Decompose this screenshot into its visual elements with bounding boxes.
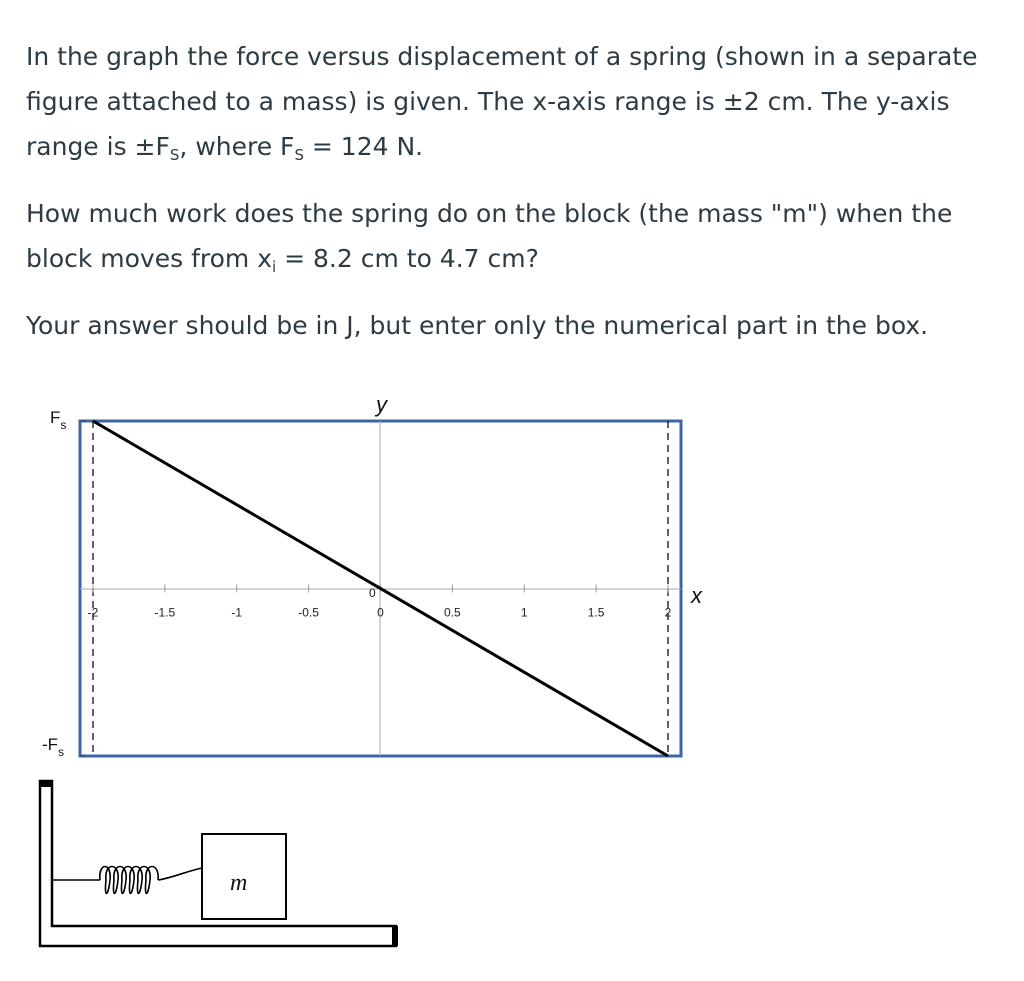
floor-end-cap [392, 926, 398, 946]
p1-text-a: In the graph the force versus displacement of a spring (shown in a separate figure attached to a mass) is given. The x-axis range is ±2 cm. The y-axis range is ±F [26, 42, 978, 161]
y-bottom-label-sub: s [58, 745, 65, 759]
p2-text-b: = 8.2 cm to 4.7 cm? [276, 244, 539, 273]
problem-paragraph-2 [26, 191, 1001, 281]
y-top-label [50, 408, 66, 432]
y-bottom-label-main: -F [42, 735, 59, 754]
y-top-label-sub: s [60, 418, 67, 432]
x-tick-label: -1 [231, 605, 243, 620]
problem-paragraph-1 [26, 34, 1001, 169]
x-tick-label: 1.5 [587, 605, 605, 620]
y-axis-label: y [376, 392, 387, 417]
spring-mass-diagram [40, 781, 398, 946]
y-bottom-label [42, 735, 64, 759]
mass-label: m [230, 870, 248, 896]
origin-label: 0 [369, 586, 376, 600]
x-tick-label: 0.5 [444, 605, 461, 620]
p1-text-c: = 124 N. [303, 132, 424, 161]
x-tick-label: 0 [377, 605, 384, 620]
y-top-label-main: F [50, 408, 61, 427]
wall-top-cap [40, 781, 52, 787]
problem-paragraph-3: Your answer should be in J, but enter only the numerical part in the box. [26, 311, 929, 340]
p1-sub-b: S [294, 146, 304, 164]
x-axis-label: x [691, 583, 702, 608]
x-tick-label: -2 [87, 605, 99, 620]
x-tick-label: -1.5 [154, 605, 176, 620]
p1-sub-a: S [169, 146, 180, 164]
p2-sub: i [272, 258, 277, 276]
spring-coil [52, 867, 202, 894]
x-tick-label: -0.5 [298, 605, 319, 620]
x-tick-label: 1 [520, 605, 528, 620]
p1-text-b: , where F [179, 132, 295, 161]
p2-text-a: How much work does the spring do on the block (the mass "m") when the block moves from x [26, 199, 953, 273]
force-displacement-figure [0, 380, 720, 960]
x-tick-label: 2 [664, 605, 672, 620]
